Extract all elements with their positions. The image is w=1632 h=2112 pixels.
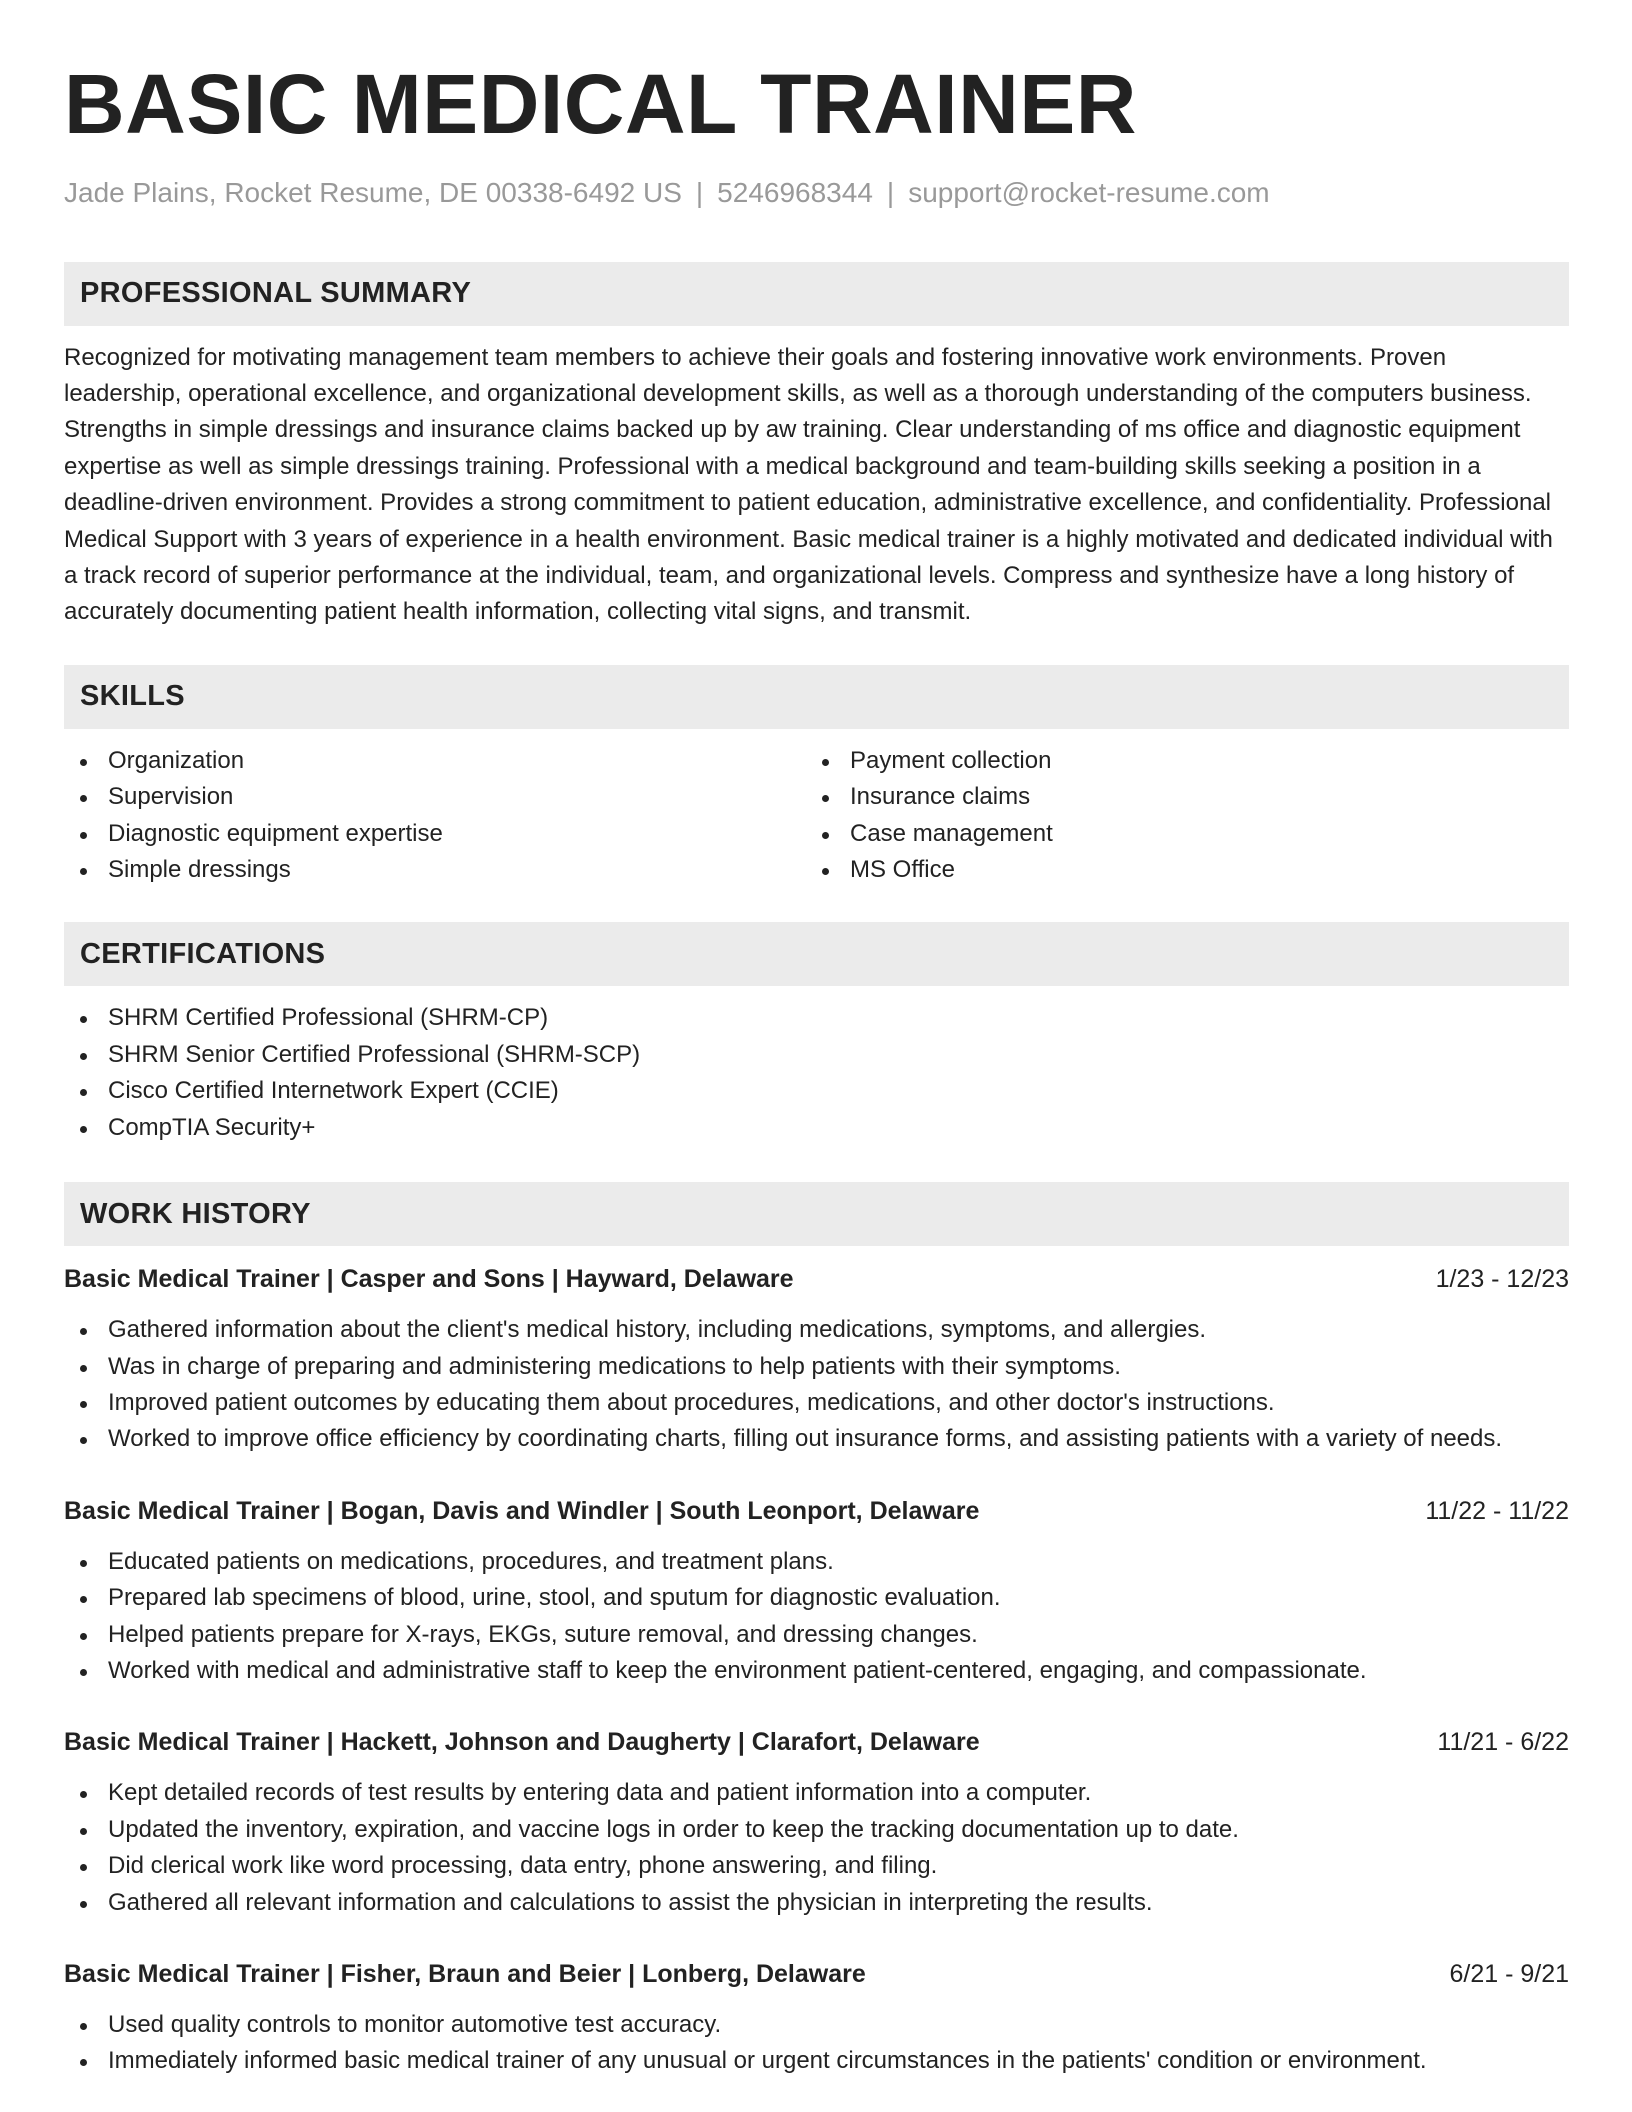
job-entry [64, 1725, 1569, 1921]
skills-list-right [806, 743, 1548, 889]
job-dates: 6/21 - 9/21 [1449, 1959, 1569, 1988]
contact-separator: | [695, 177, 704, 208]
section-header-work-history: WORK HISTORY [64, 1182, 1569, 1246]
job-title: Basic Medical Trainer | Fisher, Braun and Beier | Lonberg, Delaware [64, 1959, 866, 1988]
job-bullet: Was in charge of preparing and administering medications to help patients with their symptoms. [64, 1349, 1569, 1385]
contact-email: support@rocket-resume.com [908, 177, 1270, 208]
skill-item: Diagnostic equipment expertise [64, 816, 806, 852]
job-entry [64, 1262, 1569, 1458]
job-bullet: Educated patients on medications, procedures, and treatment plans. [64, 1544, 1569, 1580]
job-bullet: Did clerical work like word processing, data entry, phone answering, and filing. [64, 1848, 1569, 1884]
job-bullet: Kept detailed records of test results by entering data and patient information into a computer. [64, 1775, 1569, 1811]
job-title: Basic Medical Trainer | Casper and Sons | Hayward, Delaware [64, 1265, 794, 1294]
job-bullet-list [64, 1544, 1569, 1690]
job-bullet: Improved patient outcomes by educating them about procedures, medications, and other doctor's instructions. [64, 1385, 1569, 1421]
skills-list-left [64, 743, 806, 889]
skill-item: Case management [806, 816, 1548, 852]
job-bullet: Used quality controls to monitor automotive test accuracy. [64, 2007, 1569, 2043]
job-bullet-list [64, 2007, 1569, 2080]
job-bullet: Updated the inventory, expiration, and vaccine logs in order to keep the tracking documentation up to date. [64, 1812, 1569, 1848]
job-header [64, 1494, 1569, 1528]
skill-item: Payment collection [806, 743, 1548, 779]
certifications-list [64, 1000, 1569, 1146]
resume-page [64, 0, 1569, 2080]
job-title: Basic Medical Trainer | Hackett, Johnson and Daugherty | Clarafort, Delaware [64, 1728, 980, 1757]
contact-line [64, 176, 1569, 210]
job-entry [64, 1957, 1569, 2080]
job-dates: 11/21 - 6/22 [1437, 1728, 1569, 1757]
job-header [64, 1262, 1569, 1296]
job-bullet-list [64, 1312, 1569, 1458]
certification-item: SHRM Certified Professional (SHRM-CP) [64, 1000, 1569, 1036]
job-entry [64, 1494, 1569, 1690]
skill-item: Insurance claims [806, 779, 1548, 815]
job-bullet: Immediately informed basic medical trainer of any unusual or urgent circumstances in the patients' condition or environment. [64, 2043, 1569, 2079]
contact-separator: | [886, 177, 895, 208]
skill-item: Supervision [64, 779, 806, 815]
job-bullet: Gathered information about the client's medical history, including medications, symptoms, and allergies. [64, 1312, 1569, 1348]
section-header-skills: SKILLS [64, 665, 1569, 729]
section-header-certifications: CERTIFICATIONS [64, 922, 1569, 986]
job-header [64, 1725, 1569, 1759]
contact-phone: 5246968344 [717, 177, 873, 208]
skill-item: Simple dressings [64, 852, 806, 888]
job-title: Basic Medical Trainer | Bogan, Davis and Windler | South Leonport, Delaware [64, 1496, 980, 1525]
section-header-summary: PROFESSIONAL SUMMARY [64, 262, 1569, 326]
job-dates: 11/22 - 11/22 [1425, 1496, 1569, 1525]
certification-item: SHRM Senior Certified Professional (SHRM-SCP) [64, 1037, 1569, 1073]
certification-item: CompTIA Security+ [64, 1110, 1569, 1146]
certification-item: Cisco Certified Internetwork Expert (CCIE) [64, 1073, 1569, 1109]
contact-address: Jade Plains, Rocket Resume, DE 00338-6492 US [64, 177, 682, 208]
job-header [64, 1957, 1569, 1991]
job-dates: 1/23 - 12/23 [1435, 1265, 1569, 1294]
job-bullet: Helped patients prepare for X-rays, EKGs, suture removal, and dressing changes. [64, 1617, 1569, 1653]
job-bullet: Prepared lab specimens of blood, urine, stool, and sputum for diagnostic evaluation. [64, 1580, 1569, 1616]
job-bullet: Gathered all relevant information and calculations to assist the physician in interpreting the results. [64, 1885, 1569, 1921]
job-bullet: Worked with medical and administrative staff to keep the environment patient-centered, engaging, and compassionate. [64, 1653, 1569, 1689]
job-bullet: Worked to improve office efficiency by coordinating charts, filling out insurance forms, and assisting patients with a variety of needs. [64, 1421, 1569, 1457]
skills-grid [64, 743, 1569, 889]
summary-text: Recognized for motivating management team members to achieve their goals and fostering innovative work environments. Proven leadership, operational excellence, and organizational development skills, as well as a thorough understanding of the computers business. Strengths in simple dressings and insurance claims backed up by aw training. Clear understanding of ms office and diagnostic equipment expertise as well as simple dressings training. Professional with a medical background and team-building skills seeking a position in a deadline-driven environment. Provides a strong commitment to patient education, administrative excellence, and confidentiality. Professional Medical Support with 3 years of experience in a health environment. Basic medical trainer is a highly motivated and dedicated individual with a track record of superior performance at the individual, team, and organizational levels. Compress and synthesize have a long history of accurately documenting patient health information, collecting vital signs, and transmit. [64, 343, 1553, 626]
resume-name: BASIC MEDICAL TRAINER [64, 57, 1137, 151]
job-bullet-list [64, 1775, 1569, 1921]
skill-item: MS Office [806, 852, 1548, 888]
skill-item: Organization [64, 743, 806, 779]
